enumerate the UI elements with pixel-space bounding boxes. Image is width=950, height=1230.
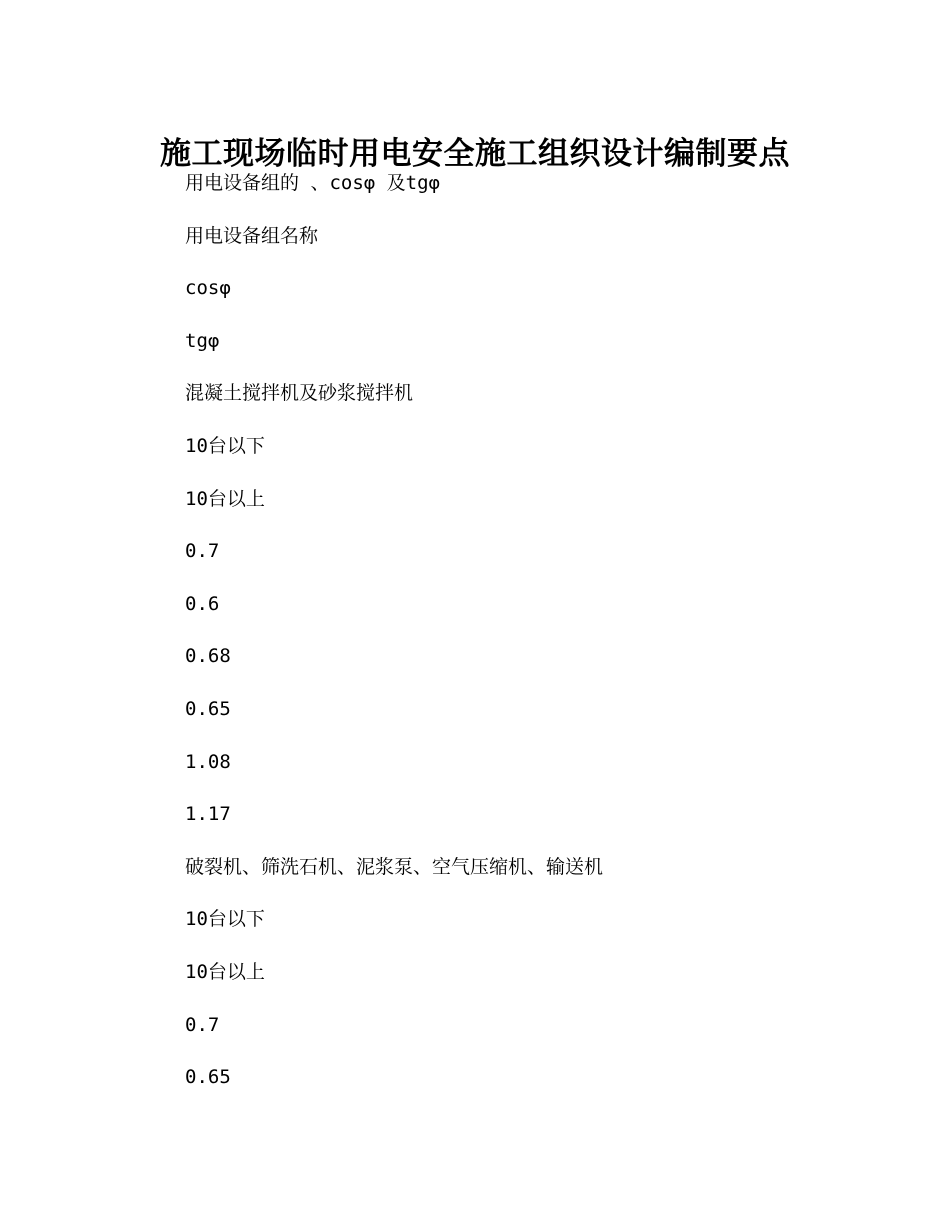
text-line: tgφ (185, 329, 220, 352)
text-line: 10台以下 (185, 434, 265, 457)
text-line: cosφ (185, 277, 231, 300)
text-line: 0.7 (185, 1013, 220, 1036)
text-line: 0.65 (185, 1066, 231, 1089)
text-line: 破裂机、筛洗石机、泥浆泵、空气压缩机、输送机 (185, 855, 604, 878)
text-line: 1.17 (185, 803, 231, 826)
text-line: 混凝土搅拌机及砂浆搅拌机 (185, 382, 414, 405)
document-body (185, 168, 905, 1115)
text-line: 用电设备组名称 (185, 224, 319, 247)
document-title: 施工现场临时用电安全施工组织设计编制要点 (160, 135, 790, 172)
text-line: 10台以上 (185, 960, 265, 983)
text-line: 1.08 (185, 750, 231, 773)
text-line: 0.6 (185, 592, 220, 615)
text-line: 0.7 (185, 540, 220, 563)
text-line: 用电设备组的 、cosφ 及tgφ (185, 172, 440, 194)
text-line: 10台以下 (185, 908, 265, 931)
text-line: 0.65 (185, 697, 231, 720)
text-line: 0.68 (185, 645, 231, 668)
text-line: 10台以上 (185, 487, 265, 510)
